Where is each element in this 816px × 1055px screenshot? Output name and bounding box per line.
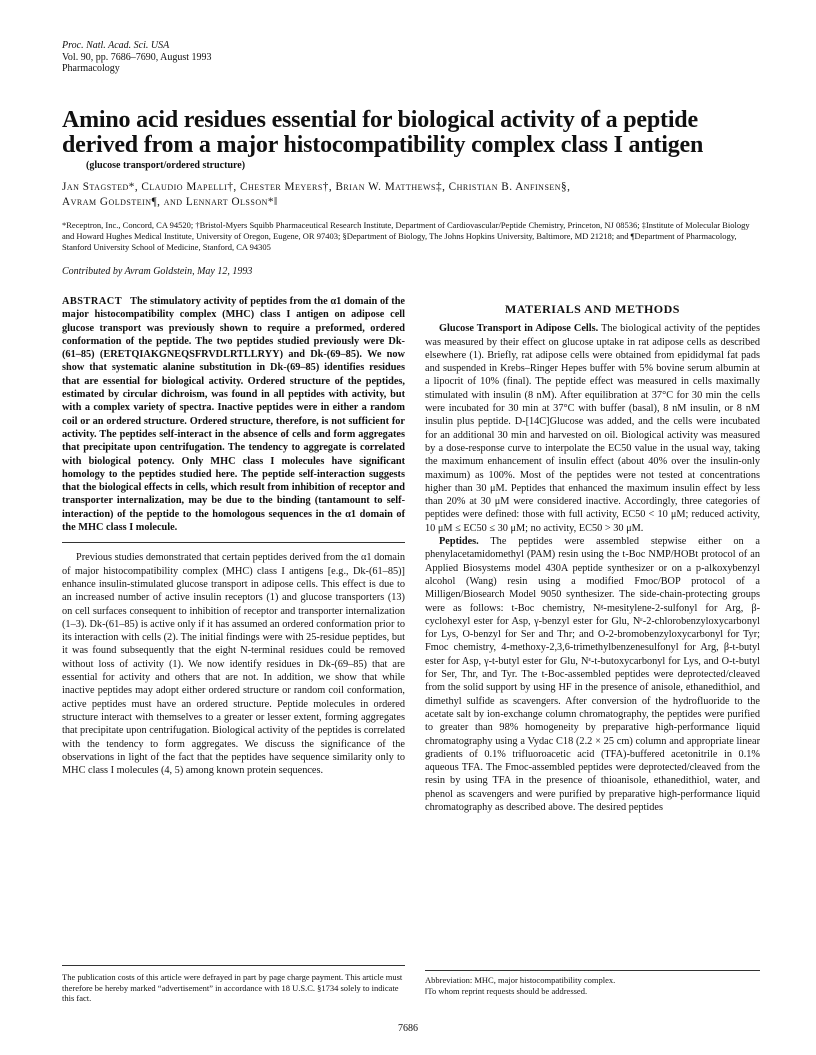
methods-paragraph-2-text: The peptides were assembled stepwise either on a phenylacetamidomethyl (PAM) resin using the t-Boc NMP/HOBt protocol of an Applied Biosystems model 430A peptide synthesizer or on a p-alkoxybenzyl alcohol (Wang) resin using a modified Fmoc/BOP protocol of a Milligen/Biosearch Model 9050 synthesizer. The side-chain-protecting groups were as follows: t-Boc chemistry, Nᵍ-mesitylene-2-sulfonyl for Arg, β-cyclohexyl ester for Asp, γ-benzyl ester for Glu, Nᵋ-2-chlorobenzyloxycarbonyl for Lys, O-benzyl for Ser and Thr; and O-2-bromobenzyloxycarbonyl for Tyr; Fmoc chemistry, 4-methoxy-2,3,6-trimethylbenzenesulfonyl for Arg, β-t-butyl ester for Asp, γ-t-butyl ester for Glu, Nᵋ-t-butoxycarbonyl for Lys, and O-t-butyl for Ser, Thr, and Tyr. The t-Boc-assembled peptides were deprotected/cleaved from the solid support by using HF in the presence of anisole, ethanedithiol, and dimethyl sulfide as scavengers. After conversion of the hydrofluoride to the acetate salt by ion-exchange column chromatography, the peptides were purified to greater than 98% homogeneity by preparative high-performance liquid chromatography using a Vydac C18 (2.2 × 25 cm) column and appropriate linear gradients of 0.1% trifluoroacetic acid (TFA)-buffered acetonitrile in 0.1% aqueous TFA. The Fmoc-assembled peptides were deprotected/cleaved from the resin by using TFA in the presence of thioanisole, ethanedithiol, water, and phenol as scavengers and were purified by preparative high-performance liquid chromatography as described above. The desired peptides bbox=[425, 536, 760, 813]
footnote-divider-left bbox=[62, 965, 405, 966]
keywords: (glucose transport/ordered structure) bbox=[86, 160, 246, 171]
abstract-divider bbox=[62, 542, 405, 543]
methods-paragraph-1-text: The biological activity of the peptides was measured by their effect on glucose uptake in rat adipose cells as described elsewhere (1). Briefly, rat adipose cells were obtained from epididymal fat pads and suspended in Krebs–Ringer Hepes buffer with 5% bovine serum albumin at a lipocrit of 10% (final). The peptide effect was measured in cells maximally stimulated with insulin (8 nM). After equilibration at 37°C for 30 min the cells were incubated for 30 min at 37°C with buffer (basal), 8 nM insulin, or 8 nM insulin plus peptide. D-[14C]Glucose was added, and the cells were incubated for an additional 30 min and harvested on oil. Biological activity was measured by a dose-response curve to interpolate the EC50 value in the usual way, taking the maximum enhancement of insulin effect (about 40% over the insulin-only maximum) as 100%. Most of the peptides were not tested at concentrations higher than 30 μM. Peptides that enhanced the maximum insulin effect by less than 20% at 30 μM were considered inactive. Accordingly, three categories of peptides were defined: those with full activity, EC50 < 10 μM; reduced activity, 10 μM ≤ EC50 ≤ 30 μM; no activity, EC50 > 30 μM. bbox=[425, 323, 760, 534]
journal-volume: Vol. 90, pp. 7686–7690, August 1993 bbox=[62, 51, 212, 63]
abstract-text: The stimulatory activity of peptides from the α1 domain of the major histocompatibility complex (MHC) class I antigen on adipose cell glucose transport was previously shown to require a preformed, ordered conformation of the peptide. The two peptides studied previously were Dk-(61–85) (ERETQIAKGNEQSFRVDLRTLLRYY) and Dk-(69–85). We now show that systematic alanine substitution in Dk-(69–85) identifies residues that are essential for biological activity. Ordered structure of the peptides, estimated by circular dichroism, was found in all peptides with activity, but with a complex variety of spectra. Inactive peptides were in either a random coil or an ordered structure. Ordered structure, therefore, is not sufficient for activity. The peptides self-interact in the absence of cells and form aggregates that precipitate upon centrifugation. The tendency to aggregate is correlated with biological potency. Only MHC class I molecules have significant homology to the peptides studied here. The peptide self-interaction suggests that the biological effects in cells, which result from inhibition of receptor and transporter internalization, may be due to the binding (tantamount to self-interaction) of the peptide to the homologous sequences in the α1 domain of the MHC class I molecule. bbox=[62, 296, 405, 534]
glucose-transport-subheading: Glucose Transport in Adipose Cells. bbox=[439, 323, 599, 335]
reprint-footnote: ‖To whom reprint requests should be addressed. bbox=[425, 985, 588, 996]
footnote-divider-right bbox=[425, 970, 760, 971]
page-number: 7686 bbox=[398, 1023, 418, 1034]
journal-section: Pharmacology bbox=[62, 63, 120, 74]
authors-line-2: Avram Goldstein¶, and Lennart Olsson*‖ bbox=[62, 195, 278, 208]
methods-heading: MATERIALS AND METHODS bbox=[505, 302, 680, 316]
article-title: Amino acid residues essential for biological activity of a peptide derived from a major histocompatibility complex class I antigen bbox=[62, 107, 704, 158]
methods-paragraph-2 bbox=[425, 535, 760, 814]
journal-header bbox=[62, 40, 212, 75]
right-footnotes bbox=[425, 975, 760, 996]
publication-cost-footnote: The publication costs of this article were defrayed in part by page charge payment. This article must therefore be hereby marked “advertisement” in accordance with 18 U.S.C. §1734 solely to indicate this fact. bbox=[62, 972, 403, 1003]
intro-paragraph: Previous studies demonstrated that certain peptides derived from the α1 domain of major histocompatibility complex (MHC) class I antigens [e.g., Dk-(61–85)] enhance insulin-stimulated glucose transport in adipose cells. This effect is due to an increased number of active insulin receptors (1) and glucose transporters (13) on cell surfaces consequent to inhibition of receptor and transporter internalization (1–3). Dk-(61–85) is active only if it has assumed an ordered conformation prior to its interaction with cells (2). The initial findings were with 25-residue peptides, but it was found subsequently that the eight N-terminal residues could be removed without loss of activity (1). We now identify residues in Dk-(69–85) that are essential for activity and others that are not. In addition, we show that while inactive peptides may adopt either ordered structure or random coil conformation, active peptides must have an ordered structure. Peptide molecules in ordered structure interact with themselves to a greater or lesser extent, forming aggregates that precipitate upon centrifugation. Biological activity of the peptides is correlated with the tendency to form aggregates. We discuss the significance of the observations in light of the fact that the peptides have sequence similarity only to MHC class I molecules (4, 5) among known protein sequences. bbox=[62, 552, 405, 777]
right-column bbox=[425, 295, 760, 814]
authors-line-1: Jan Stagsted*, Claudio Mapelli†, Chester Meyers†, Brian W. Matthews‡, Christian B. Anfinsen§, bbox=[62, 181, 571, 193]
abstract-heading: ABSTRACT bbox=[62, 296, 123, 307]
methods-paragraph-1 bbox=[425, 322, 760, 535]
affiliations: *Receptron, Inc., Concord, CA 94520; †Bristol-Myers Squibb Pharmaceutical Research Institute, Department of Cardiovascular/Peptide Chemistry, Princeton, NJ 08536; ‡Institute of Molecular Biology and Howard Hughes Medical Institute, University of Oregon, Eugene, OR 97403; §Department of Biology, The Johns Hopkins University, Baltimore, MD 21218; and ¶Department of Pharmacology, Stanford University School of Medicine, Stanford, CA 94305 bbox=[62, 220, 750, 252]
left-column bbox=[62, 295, 405, 777]
journal-name: Proc. Natl. Acad. Sci. USA bbox=[62, 40, 170, 51]
abstract bbox=[62, 295, 405, 534]
abbreviation-footnote: Abbreviation: MHC, major histocompatibility complex. bbox=[425, 975, 616, 985]
peptides-subheading: Peptides. bbox=[439, 536, 479, 548]
contributed-by: Contributed by Avram Goldstein, May 12, 1993 bbox=[62, 266, 253, 277]
author-list bbox=[62, 180, 762, 209]
